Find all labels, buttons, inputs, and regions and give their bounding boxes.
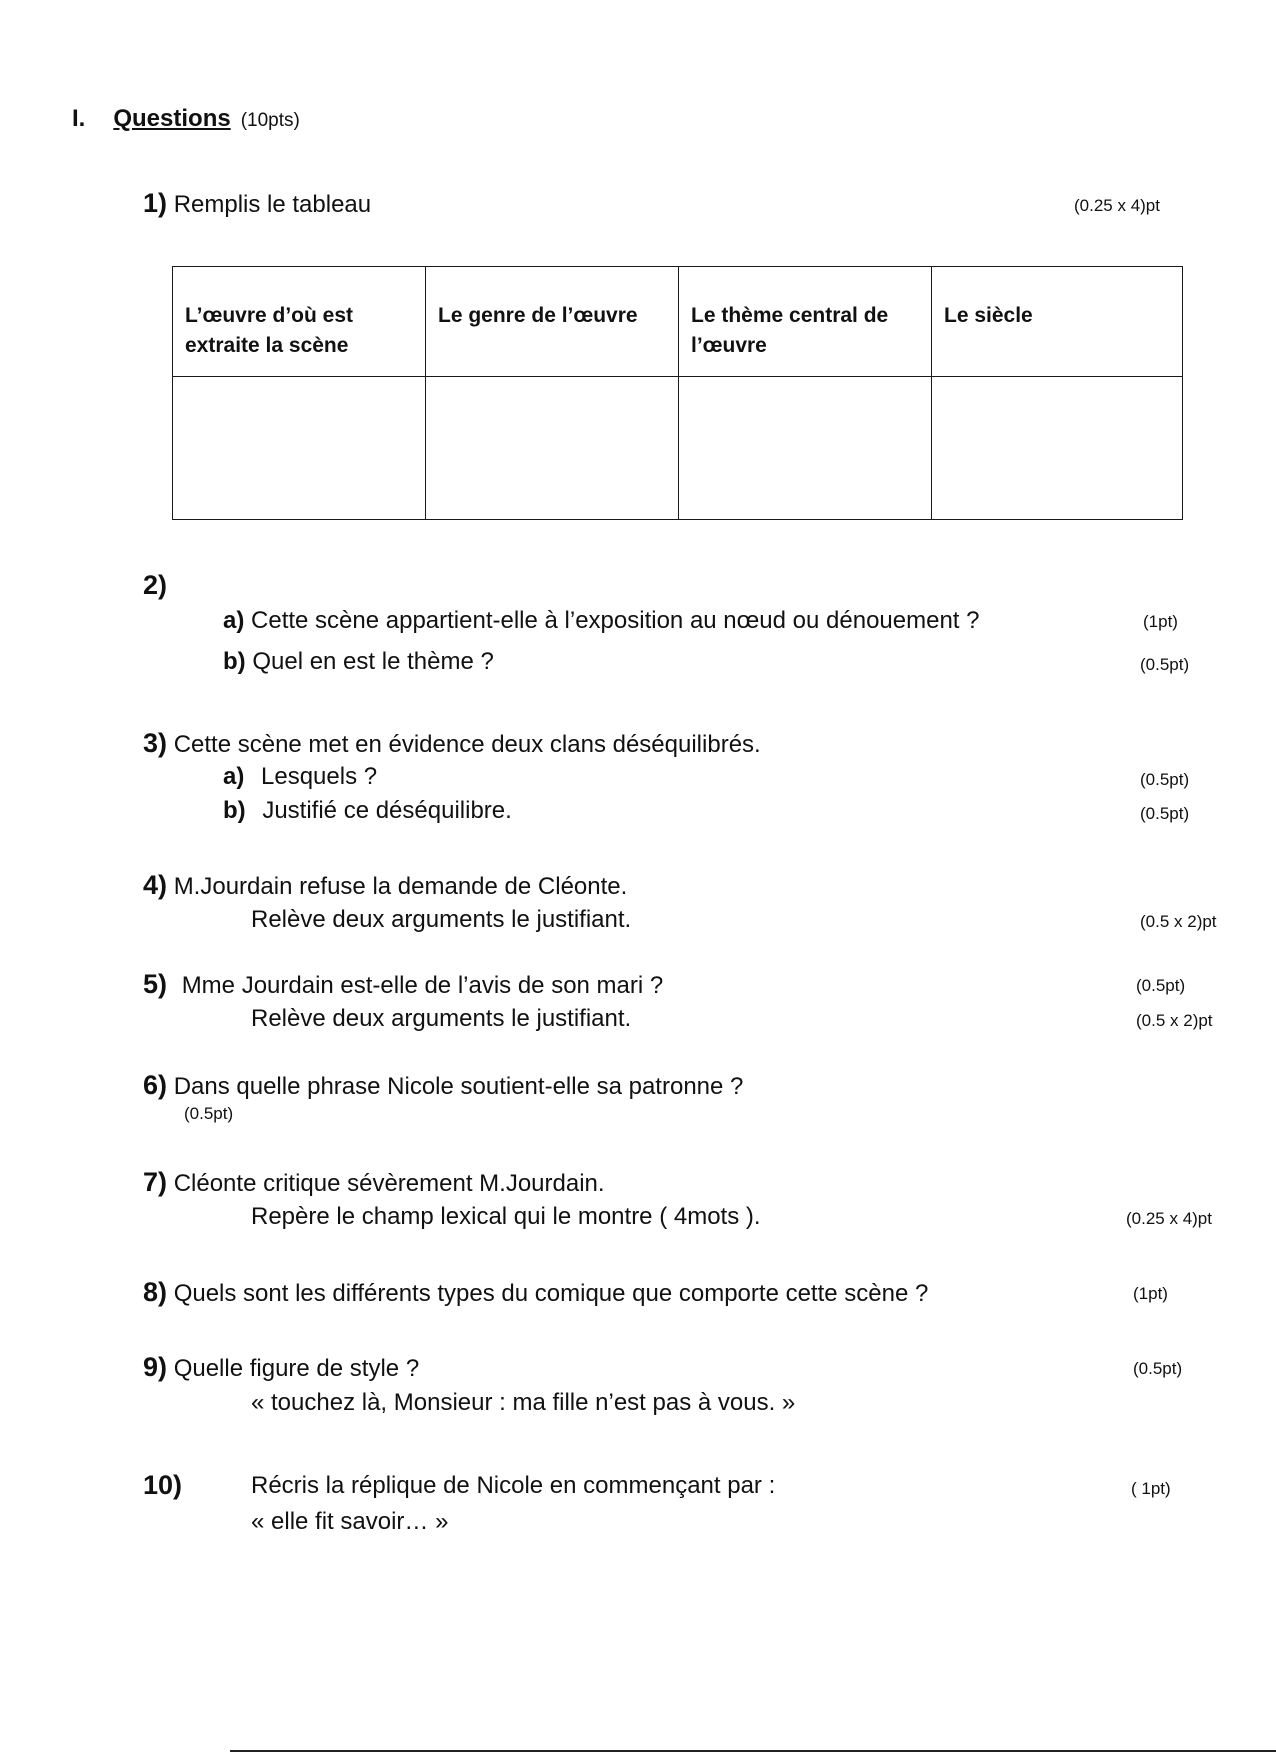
answer-cell-oeuvre[interactable] bbox=[173, 377, 426, 520]
question-8-points: (1pt) bbox=[1133, 1284, 1168, 1303]
question-3-number: 3) bbox=[143, 728, 168, 758]
question-2a bbox=[223, 607, 980, 635]
answer-table bbox=[172, 266, 1183, 520]
table-header-theme: Le thème central de l’œuvre bbox=[679, 267, 932, 377]
question-10-points: ( 1pt) bbox=[1131, 1479, 1171, 1498]
question-3b-label: b) bbox=[223, 797, 246, 824]
question-10-quote: « elle fit savoir… » bbox=[251, 1508, 449, 1535]
answer-cell-siecle[interactable] bbox=[932, 377, 1183, 520]
question-2-number-line bbox=[143, 570, 167, 601]
question-9-number: 9) bbox=[143, 1352, 168, 1382]
question-9-quote: « touchez là, Monsieur : ma fille n’est pas à vous. » bbox=[251, 1389, 796, 1416]
question-5 bbox=[143, 969, 663, 1000]
question-4-text: M.Jourdain refuse la demande de Cléonte. bbox=[173, 873, 628, 900]
question-9-text: Quelle figure de style ? bbox=[173, 1355, 420, 1382]
question-10 bbox=[143, 1470, 182, 1501]
table-header-oeuvre: L’œuvre d’où est extraite la scène bbox=[173, 267, 426, 377]
question-8-number: 8) bbox=[143, 1277, 168, 1307]
question-1-number: 1) bbox=[143, 188, 168, 218]
table-header-row bbox=[173, 267, 1183, 377]
question-4-number: 4) bbox=[143, 870, 168, 900]
question-4 bbox=[143, 870, 627, 901]
question-1-points: (0.25 x 4)pt bbox=[1074, 196, 1160, 215]
question-9 bbox=[143, 1352, 419, 1383]
question-8-text: Quels sont les différents types du comique que comporte cette scène ? bbox=[173, 1280, 929, 1307]
question-3b-points: (0.5pt) bbox=[1140, 804, 1190, 823]
question-7 bbox=[143, 1167, 605, 1198]
answer-cell-genre[interactable] bbox=[426, 377, 679, 520]
table-answer-row bbox=[173, 377, 1183, 520]
question-2a-points: (1pt) bbox=[1143, 612, 1178, 631]
question-6-number: 6) bbox=[143, 1070, 168, 1100]
question-2b bbox=[223, 648, 494, 676]
question-2-number: 2) bbox=[143, 570, 168, 600]
question-7-number: 7) bbox=[143, 1167, 168, 1197]
question-3-text: Cette scène met en évidence deux clans déséquilibrés. bbox=[173, 731, 761, 758]
question-5-text: Mme Jourdain est-elle de l’avis de son mari ? bbox=[181, 972, 664, 999]
question-3b-text: Justifié ce déséquilibre. bbox=[262, 797, 512, 824]
question-8 bbox=[143, 1277, 928, 1308]
question-3a-points: (0.5pt) bbox=[1140, 770, 1190, 789]
question-3 bbox=[143, 728, 761, 759]
section-title: Questions bbox=[113, 105, 231, 132]
question-5-points: (0.5pt) bbox=[1136, 976, 1186, 995]
question-2b-text: Quel en est le thème ? bbox=[252, 648, 494, 675]
question-3a-text: Lesquels ? bbox=[261, 763, 378, 790]
question-1-text: Remplis le tableau bbox=[173, 191, 372, 218]
question-2b-points: (0.5pt) bbox=[1140, 655, 1190, 674]
question-10-number: 10) bbox=[143, 1470, 183, 1500]
question-2a-text: Cette scène appartient-elle à l’exposition au nœud ou dénouement ? bbox=[251, 607, 980, 634]
question-1 bbox=[143, 188, 371, 219]
question-6-text: Dans quelle phrase Nicole soutient-elle sa patronne ? bbox=[173, 1073, 744, 1100]
footer-divider bbox=[230, 1750, 1276, 1752]
question-5-line2: Relève deux arguments le justifiant. bbox=[251, 1005, 632, 1032]
table-header-genre: Le genre de l’œuvre bbox=[426, 267, 679, 377]
question-5-points2: (0.5 x 2)pt bbox=[1136, 1011, 1213, 1030]
section-heading bbox=[72, 105, 300, 133]
question-7-line2: Repère le champ lexical qui le montre ( 4mots ). bbox=[251, 1203, 761, 1230]
question-4-line2: Relève deux arguments le justifiant. bbox=[251, 906, 632, 933]
question-2b-label: b) bbox=[223, 648, 246, 675]
question-3b bbox=[223, 797, 512, 825]
question-9-points: (0.5pt) bbox=[1133, 1359, 1183, 1378]
question-3a-label: a) bbox=[223, 763, 245, 790]
question-7-points: (0.25 x 4)pt bbox=[1126, 1209, 1212, 1228]
question-10-text: Récris la réplique de Nicole en commençant par : bbox=[251, 1472, 776, 1499]
section-number: I. bbox=[72, 105, 86, 132]
question-5-number: 5) bbox=[143, 969, 168, 999]
question-3a bbox=[223, 763, 377, 791]
section-points: (10pts) bbox=[240, 110, 300, 131]
question-6-points: (0.5pt) bbox=[184, 1104, 234, 1123]
table-header-siecle: Le siècle bbox=[932, 267, 1183, 377]
question-2a-label: a) bbox=[223, 607, 245, 634]
question-4-points: (0.5 x 2)pt bbox=[1140, 912, 1217, 931]
question-7-text: Cléonte critique sévèrement M.Jourdain. bbox=[173, 1170, 605, 1197]
answer-cell-theme[interactable] bbox=[679, 377, 932, 520]
question-6 bbox=[143, 1070, 743, 1101]
